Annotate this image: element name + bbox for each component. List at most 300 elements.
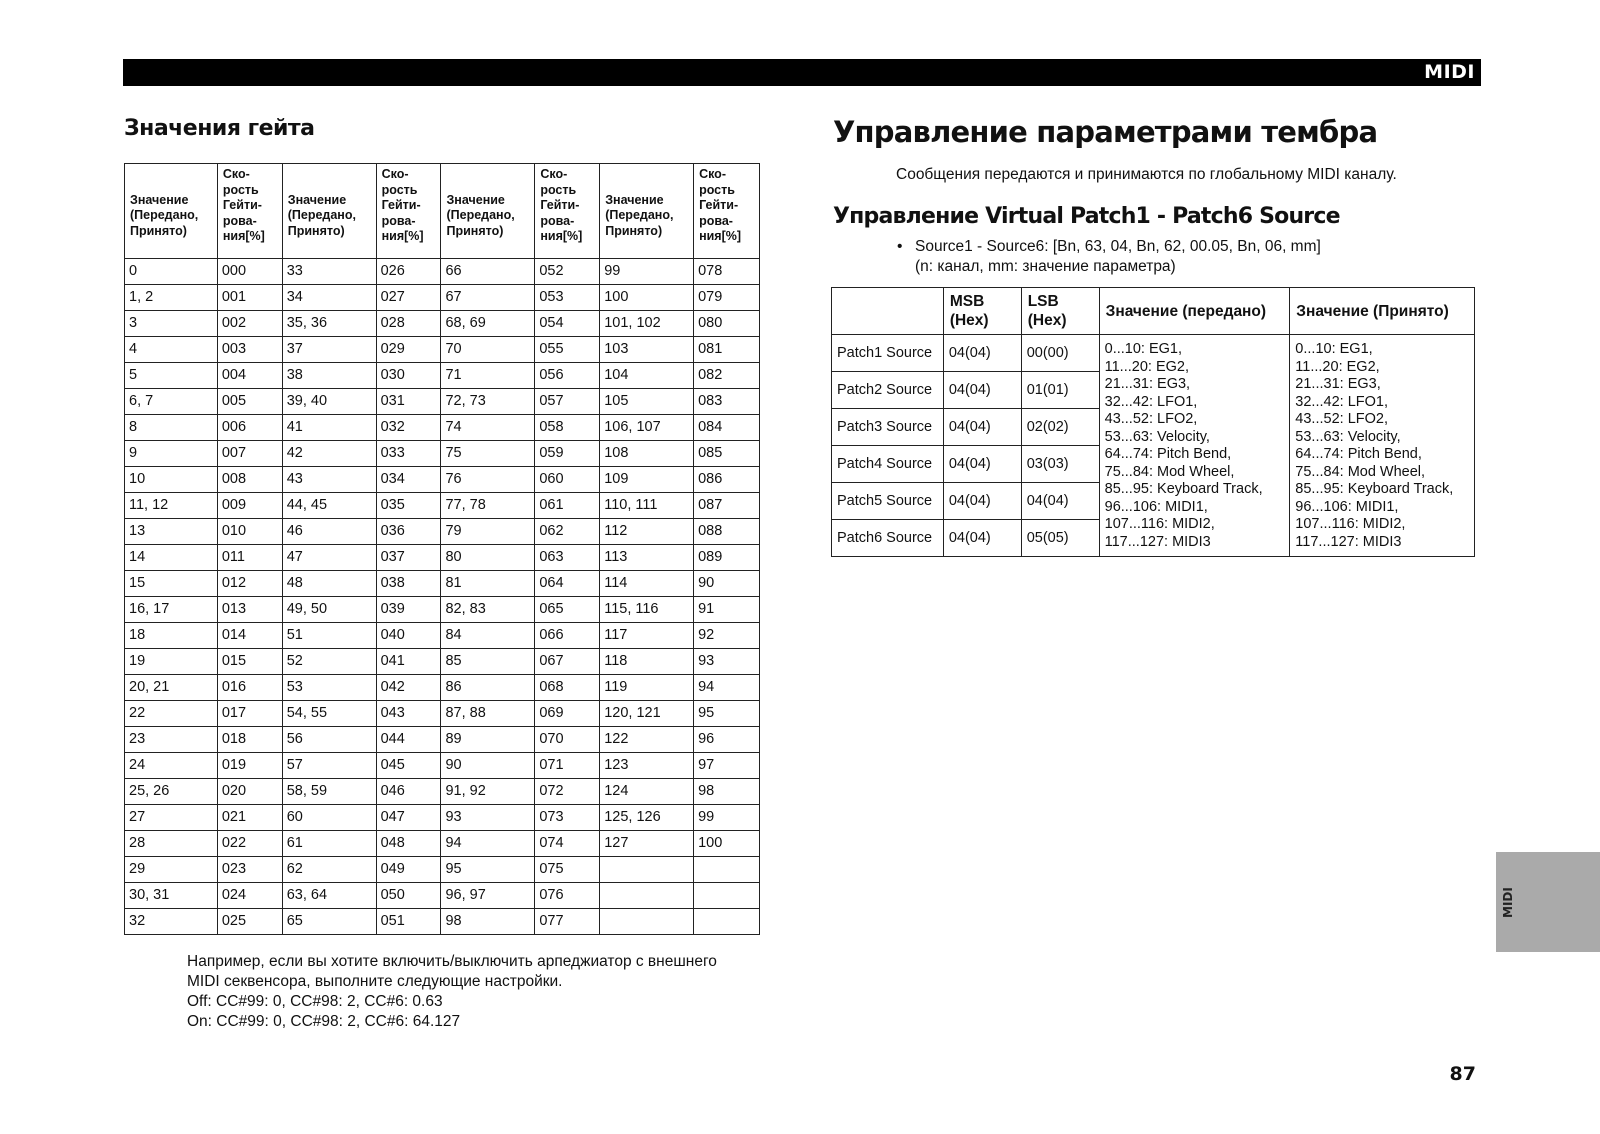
lsb-cell: 05(05) [1021,520,1099,557]
value-cell: 68, 69 [441,311,535,337]
header-line: ния[%] [222,229,265,243]
gate-rate-cell: 010 [217,519,282,545]
value-range-line: 11...20: EG2, [1104,358,1189,375]
value-cell: 43 [282,467,376,493]
table-row [125,701,760,727]
intro-text: Сообщения передаются и принимаются по глобальному MIDI каналу. [896,166,1397,183]
header-line: MSB [949,293,985,310]
gate-rate-cell: 051 [376,909,441,935]
gate-rate-cell: 001 [217,285,282,311]
value-range-line: 32...42: LFO1, [1104,393,1198,410]
value-cell: 49, 50 [282,597,376,623]
value-cell: 87, 88 [441,701,535,727]
side-tab-label: MIDI [1501,887,1515,918]
table-row [125,337,760,363]
table-row [125,883,760,909]
gate-rate-cell: 026 [376,259,441,285]
value-cell: 108 [600,441,694,467]
value-cell: 23 [125,727,218,753]
gate-rate-cell: 91 [694,597,760,623]
value-cell: 57 [282,753,376,779]
table-row [125,831,760,857]
value-range-line: 21...31: EG3, [1295,376,1381,392]
value-cell: 118 [600,649,694,675]
gate-rate-cell: 050 [376,883,441,909]
value-cell: 95 [441,857,535,883]
header-line: рость [540,182,577,197]
value-cell: 85 [441,649,535,675]
patch-header-cell [832,288,944,335]
header-line: рова- [222,213,257,228]
table-row [125,259,760,285]
table-row [125,805,760,831]
value-cell: 25, 26 [125,779,218,805]
table-row [125,545,760,571]
table-row [125,363,760,389]
gate-rate-cell: 002 [217,311,282,337]
header-line: ния[%] [540,229,583,243]
patch-name-cell: Patch4 Source [832,446,944,483]
value-cell: 48 [282,571,376,597]
value-cell: 91, 92 [441,779,535,805]
value-cell: 37 [282,337,376,363]
value-cell: 28 [125,831,218,857]
value-range-line: 75...84: Mod Wheel, [1295,463,1426,480]
patch-header-cell [1290,288,1475,335]
patch-header-cell [1021,288,1099,335]
value-cell: 76 [441,467,535,493]
gate-rate-cell: 055 [535,337,600,363]
value-range-line: 107...116: MIDI2, [1104,516,1215,532]
header-value [441,164,535,259]
gate-rate-cell: 020 [217,779,282,805]
gate-rate-cell: 052 [535,259,600,285]
lsb-cell: 04(04) [1021,483,1099,520]
header-line: (Передано, [130,208,199,223]
header-value [125,164,218,259]
header-line: ния[%] [699,229,742,243]
value-cell: 19 [125,649,218,675]
patch-source-table [831,287,1475,557]
bullet-text: Source1 - Source6: [Bn, 63, 04, Bn, 62, 00.05, Bn, 06, mm] [915,238,1321,255]
header-line: рова- [699,213,733,228]
gate-rate-cell: 012 [217,571,282,597]
table-row [125,649,760,675]
value-cell: 86 [441,675,535,701]
gate-rate-cell: 019 [217,753,282,779]
value-cell: 58, 59 [282,779,376,805]
table-row [125,311,760,337]
gate-rate-cell: 018 [217,727,282,753]
gate-rate-cell: 95 [694,701,760,727]
value-cell: 5 [125,363,218,389]
gate-rate-cell: 082 [694,363,760,389]
value-cell: 71 [441,363,535,389]
gate-rate-cell: 077 [535,909,600,935]
gate-rate-cell: 017 [217,701,282,727]
value-cell: 56 [282,727,376,753]
lsb-cell: 00(00) [1021,335,1099,372]
value-range-line: 11...20: EG2, [1295,358,1380,375]
gate-rate-cell: 041 [376,649,441,675]
value-cell: 74 [441,415,535,441]
table-row [125,727,760,753]
value-cell: 30, 31 [125,883,218,909]
lsb-cell: 03(03) [1021,446,1099,483]
patch-name-cell: Patch5 Source [832,483,944,520]
value-range-line: 96...106: MIDI1, [1295,498,1399,515]
header-line: LSB [1027,293,1059,310]
header-line: Значение (Принято) [1296,302,1449,320]
gate-rate-cell: 078 [694,259,760,285]
gate-rate-cell: 046 [376,779,441,805]
value-cell: 125, 126 [600,805,694,831]
value-range-line: 32...42: LFO1, [1295,393,1388,410]
gate-rate-cell: 016 [217,675,282,701]
value-cell: 90 [441,753,535,779]
value-cell: 41 [282,415,376,441]
gate-rate-cell: 061 [535,493,600,519]
header-line: (Передано, [605,208,674,223]
page-number: 87 [1449,1063,1476,1085]
value-cell: 9 [125,441,218,467]
header-line: (Передано, [287,208,356,223]
header-line: Значение [605,192,664,207]
lsb-cell: 02(02) [1021,409,1099,446]
gate-rate-cell: 031 [376,389,441,415]
value-cell: 82, 83 [441,597,535,623]
gate-rate-cell: 96 [694,727,760,753]
value-cell: 117 [600,623,694,649]
gate-rate-cell: 058 [535,415,600,441]
gate-rate-cell: 048 [376,831,441,857]
value-cell: 63, 64 [282,883,376,909]
header-value [600,164,694,259]
msb-cell: 04(04) [943,520,1021,557]
gate-rate-cell: 049 [376,857,441,883]
note-line: MIDI секвенсора, выполните следующие настройки. [187,973,563,990]
table-row [832,335,1475,372]
table-row [125,389,760,415]
value-cell: 10 [125,467,218,493]
header-line: Принято) [130,223,187,238]
msb-cell: 04(04) [943,446,1021,483]
gate-rate-cell: 037 [376,545,441,571]
value-range-line: 117...127: MIDI3 [1295,533,1402,550]
value-cell: 3 [125,311,218,337]
gate-rate-cell: 081 [694,337,760,363]
value-cell: 94 [441,831,535,857]
gate-rate-cell: 99 [694,805,760,831]
gate-rate-cell: 076 [535,883,600,909]
value-range-line: 53...63: Velocity, [1104,428,1210,445]
gate-rate-cell: 088 [694,519,760,545]
table-row [125,597,760,623]
table-row [125,467,760,493]
gate-rate-cell: 043 [376,701,441,727]
gate-rate-cell: 90 [694,571,760,597]
value-cell: 15 [125,571,218,597]
table-row [125,415,760,441]
gate-rate-cell: 071 [535,753,600,779]
gate-rate-cell: 004 [217,363,282,389]
value-range-line: 0...10: EG1, [1104,341,1183,357]
gate-rate-cell: 059 [535,441,600,467]
gate-rate-cell: 006 [217,415,282,441]
gate-rate-cell: 085 [694,441,760,467]
value-cell: 127 [600,831,694,857]
gate-rate-cell [694,857,760,883]
gate-rate-cell: 075 [535,857,600,883]
table-row [125,285,760,311]
gate-rate-cell: 024 [217,883,282,909]
value-cell: 14 [125,545,218,571]
value-cell: 22 [125,701,218,727]
value-cell: 46 [282,519,376,545]
value-cell: 35, 36 [282,311,376,337]
gate-rate-cell: 065 [535,597,600,623]
header-line: Принято) [446,223,504,238]
gate-values-title: Значения гейта [124,116,315,141]
value-cell: 93 [441,805,535,831]
value-cell: 75 [441,441,535,467]
tone-parameters-title: Управление параметрами тембра [833,115,1378,149]
value-cell: 16, 17 [125,597,218,623]
gate-rate-cell: 92 [694,623,760,649]
patch-name-cell: Patch1 Source [832,335,944,372]
gate-rate-cell: 036 [376,519,441,545]
gate-rate-cell: 029 [376,337,441,363]
patch-header-cell [1099,288,1290,335]
value-cell: 4 [125,337,218,363]
value-range-line: 107...116: MIDI2, [1295,516,1406,532]
gate-rate-cell: 073 [535,805,600,831]
value-cell: 60 [282,805,376,831]
header-line: Гейти- [381,198,421,212]
gate-rate-cell: 005 [217,389,282,415]
header-gate-rate [217,164,282,259]
gate-rate-cell: 083 [694,389,760,415]
note-line: Например, если вы хотите включить/выключить арпеджиатор с внешнего [187,953,717,970]
gate-rate-cell: 054 [535,311,600,337]
gate-rate-cell [694,883,760,909]
value-cell: 13 [125,519,218,545]
patch-name-cell: Patch3 Source [832,409,944,446]
gate-rate-cell [694,909,760,935]
header-line: Ско- [540,167,568,181]
gate-rate-cell: 080 [694,311,760,337]
gate-rate-cell: 014 [217,623,282,649]
gate-rate-cell: 003 [217,337,282,363]
table-row [125,623,760,649]
gate-rate-cell: 067 [535,649,600,675]
value-range-line: 43...52: LFO2, [1104,411,1198,427]
value-range-line: 96...106: MIDI1, [1104,498,1208,515]
gate-rate-cell: 072 [535,779,600,805]
table-row [125,441,760,467]
value-cell: 89 [441,727,535,753]
value-cell: 103 [600,337,694,363]
value-cell: 122 [600,727,694,753]
gate-rate-cell: 035 [376,493,441,519]
section-header-bar [123,59,1481,86]
header-line: Гейти- [699,198,739,212]
gate-rate-cell: 94 [694,675,760,701]
value-cell: 98 [441,909,535,935]
gate-rate-cell: 93 [694,649,760,675]
gate-rate-cell: 040 [376,623,441,649]
header-gate-rate [694,164,760,259]
gate-rate-cell: 100 [694,831,760,857]
header-line: Принято) [287,223,345,238]
header-line: рость [381,182,418,197]
gate-rate-cell: 032 [376,415,441,441]
table-row [125,857,760,883]
value-cell: 115, 116 [600,597,694,623]
value-range-line: 85...95: Keyboard Track, [1104,481,1263,497]
value-cell: 109 [600,467,694,493]
transmitted-values-cell [1099,335,1290,557]
value-cell: 79 [441,519,535,545]
gate-rate-cell: 084 [694,415,760,441]
value-cell: 0 [125,259,218,285]
patch-name-cell: Patch2 Source [832,372,944,409]
patch-name-cell: Patch6 Source [832,520,944,557]
value-cell: 53 [282,675,376,701]
value-cell: 112 [600,519,694,545]
value-range-line: 0...10: EG1, [1295,341,1373,357]
value-cell: 44, 45 [282,493,376,519]
gate-rate-cell: 089 [694,545,760,571]
value-cell: 84 [441,623,535,649]
patch-header-cell [943,288,1021,335]
msb-cell: 04(04) [943,409,1021,446]
value-cell: 124 [600,779,694,805]
value-cell: 72, 73 [441,389,535,415]
value-cell: 104 [600,363,694,389]
gate-rate-cell: 023 [217,857,282,883]
gate-rate-cell: 022 [217,831,282,857]
table-row [125,519,760,545]
virtual-patch-subtitle: Управление Virtual Patch1 - Patch6 Source [833,204,1340,229]
gate-rate-cell: 087 [694,493,760,519]
section-label: MIDI [1424,61,1475,83]
table-row [125,779,760,805]
received-values-cell [1290,335,1475,557]
gate-rate-cell: 044 [376,727,441,753]
gate-rate-cell: 057 [535,389,600,415]
value-cell: 52 [282,649,376,675]
header-line: Значение [287,192,347,207]
gate-rate-cell: 045 [376,753,441,779]
header-line: Гейти- [222,198,262,212]
gate-values-table [124,163,760,935]
value-cell: 8 [125,415,218,441]
bullet-note: (n: канал, mm: значение параметра) [915,258,1176,275]
table-row [125,675,760,701]
table-row [125,571,760,597]
value-cell: 119 [600,675,694,701]
gate-rate-cell: 013 [217,597,282,623]
gate-rate-cell: 062 [535,519,600,545]
header-line: рова- [381,213,416,228]
value-cell: 101, 102 [600,311,694,337]
header-line: Значение (передано) [1105,302,1267,320]
value-range-line: 43...52: LFO2, [1295,411,1388,427]
header-gate-rate [535,164,600,259]
value-range-line: 21...31: EG3, [1104,376,1191,392]
value-range-line: 117...127: MIDI3 [1104,533,1211,550]
value-range-line: 85...95: Keyboard Track, [1295,481,1454,497]
value-cell: 100 [600,285,694,311]
value-cell: 42 [282,441,376,467]
header-line: Ско- [222,167,250,181]
header-gate-rate [376,164,441,259]
value-cell: 65 [282,909,376,935]
value-range-line: 64...74: Pitch Bend, [1295,446,1422,462]
header-line: Гейти- [540,198,580,212]
gate-rate-cell: 074 [535,831,600,857]
value-cell: 24 [125,753,218,779]
value-range-line: 64...74: Pitch Bend, [1104,446,1232,462]
gate-rate-cell: 042 [376,675,441,701]
value-cell: 67 [441,285,535,311]
msb-cell: 04(04) [943,335,1021,372]
gate-rate-cell: 011 [217,545,282,571]
header-line: (Hex) [949,312,989,329]
value-cell: 27 [125,805,218,831]
gate-rate-cell: 060 [535,467,600,493]
gate-rate-cell: 079 [694,285,760,311]
gate-rate-cell: 064 [535,571,600,597]
header-line: рова- [540,213,575,228]
source-bullet [897,237,1321,277]
gate-rate-cell: 027 [376,285,441,311]
header-line: ния[%] [381,229,424,243]
msb-cell: 04(04) [943,483,1021,520]
table-row [125,493,760,519]
gate-rate-cell: 008 [217,467,282,493]
header-line: (Hex) [1027,312,1067,329]
header-line: Значение [130,192,189,207]
value-cell: 96, 97 [441,883,535,909]
value-cell: 61 [282,831,376,857]
value-cell: 51 [282,623,376,649]
gate-rate-cell: 034 [376,467,441,493]
value-cell: 38 [282,363,376,389]
msb-cell: 04(04) [943,372,1021,409]
gate-rate-cell: 98 [694,779,760,805]
value-cell: 1, 2 [125,285,218,311]
lsb-cell: 01(01) [1021,372,1099,409]
value-cell: 80 [441,545,535,571]
value-cell: 77, 78 [441,493,535,519]
value-cell: 120, 121 [600,701,694,727]
gate-rate-cell: 007 [217,441,282,467]
gate-rate-cell: 009 [217,493,282,519]
value-cell: 70 [441,337,535,363]
gate-rate-cell: 038 [376,571,441,597]
value-cell: 99 [600,259,694,285]
gate-rate-cell: 021 [217,805,282,831]
value-range-line: 53...63: Velocity, [1295,428,1401,445]
value-cell: 18 [125,623,218,649]
value-cell [600,857,694,883]
gate-rate-cell: 039 [376,597,441,623]
value-cell: 47 [282,545,376,571]
value-cell: 113 [600,545,694,571]
header-line: (Передано, [446,208,515,223]
